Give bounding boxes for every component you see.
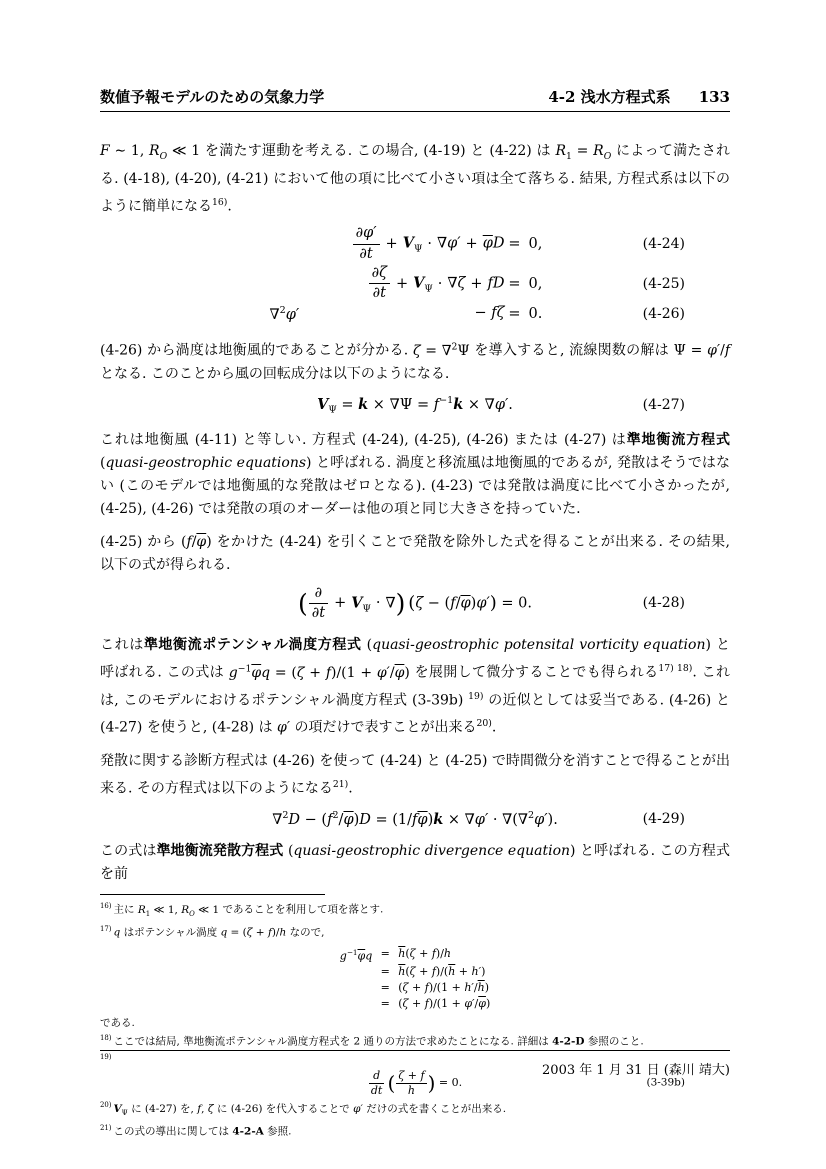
equation-426 (100, 303, 730, 325)
equation-426-lhs-left: ∇$^2$φ′ (269, 305, 300, 324)
footnote-17-text: q はポテンシャル渦度 q = (ζ + f)/h なので, (113, 926, 325, 939)
derivation-relation-4: = (380, 997, 390, 1011)
footnote-21 (100, 1121, 730, 1140)
equation-number-424: (4-24) (642, 236, 685, 253)
footnote-20 (100, 1098, 730, 1121)
equation-number-428: (4-28) (642, 595, 685, 612)
text-column (100, 0, 730, 1139)
header-right (548, 88, 730, 106)
equation-number-3-39b: (3-39b) (646, 1076, 685, 1089)
section-title: 4-2 浅水方程式系 (548, 88, 671, 106)
derivation-relation-3: = (380, 981, 390, 995)
derivation-row-3: $(\zeta + f)/(1 + h'/\overline{h})$ (398, 981, 490, 995)
equation-number-426: (4-26) (642, 306, 685, 323)
footnote-rule (100, 894, 325, 895)
paragraph-1: F ∼ 1, $R_O$ ≪ 1 を満たす運動を考える. この場合, (4-19) と (4-22) は $R_1 = R_O$ によって満たされる. (4-18), (4-20), (4-21) において他の項に比べて小さい項は全て落ちる. 結果, 方程式系は以下のように簡単になる$^{16)}$. (100, 143, 730, 215)
paragraph-3: これは地衡風 (4-11) と等しい. 方程式 (4-24), (4-25), (4-26) または (4-27) は準地衡流方程式 (quasi-geostrophic equations) と呼ばれる. 渦度と移流風は地衡風的であるが, 発散はそうではない (このモデルでは地衡風的な発散はゼロとなる). (4-23) では発散は渦度に比べて小さかったが, (4-25), (4-26) では発散の項のオーダーは他の項と同じ大きさを持っていた. (100, 431, 731, 517)
equation-group-424-426 (100, 224, 730, 325)
book-title: 数値予報モデルのための気象力学 (100, 88, 325, 106)
equation-426-rhs: 0. (528, 306, 543, 323)
equation-number-425: (4-25) (642, 275, 685, 292)
footnote-17-derivation (100, 945, 730, 1013)
equation-425-lhs: $\frac{\partial\zeta}{\partial t}$ + $V_\Psi \cdot \nabla\zeta$ + fD (270, 266, 505, 301)
derivation-row-2: $\overline{h}(\zeta + f)/(\overline{h} + h')$ (398, 965, 486, 979)
footnote-18-marker: 18) (100, 1034, 112, 1043)
equation-425 (100, 264, 730, 303)
footnote-area (100, 894, 730, 1139)
derivation-row-4: $(\zeta + f)/(1 + \varphi'/\overline{\varphi})$ (398, 997, 491, 1011)
equation-424 (100, 224, 730, 263)
equation-428 (100, 583, 730, 624)
equation-429 (100, 807, 730, 831)
footnote-16 (100, 899, 730, 922)
derivation-lhs: $g^{-1}\overline{\varphi}q$ (339, 947, 373, 963)
equation-427-body: $V_\Psi = k \times \nabla\Psi = f^{-1}k \times \nabla\varphi'$. (317, 394, 513, 416)
equation-number-429: (4-29) (642, 810, 685, 827)
footnote-21-text: この式の導出に関しては 4-2-A 参照. (113, 1125, 292, 1138)
paragraph-7: この式は準地衡流発散方程式 (quasi-geostrophic divergence equation) と呼ばれる. この方程式を前 (100, 843, 731, 883)
equation-424-rhs: 0, (528, 236, 543, 253)
equation-424-lhs: $\frac{\partial\varphi'}{\partial t}$ + $V_\Psi \cdot \nabla\varphi' + \overline{\varphi}D$ (270, 226, 505, 261)
paragraph-4: (4-25) から $(f/\overline{\varphi})$ をかけた (4-24) を引くことで発散を除外した式を得ることが出来る. その結果, 以下の式が得られる. (100, 533, 731, 573)
footnote-19-marker: 19) (100, 1052, 112, 1061)
page-number: 133 (698, 88, 730, 106)
footnote-21-marker: 21) (100, 1123, 112, 1132)
paragraph-2: (4-26) から渦度は地衡風的であることが分かる. ζ = ∇$^2$Ψ を導入すると, 流線関数の解は Ψ = φ′/f となる. このことから風の回転成分は以下のようになる. (100, 341, 730, 382)
footer-date: 2003 年 1 月 31 日 (森川 靖大) (542, 1063, 730, 1078)
paragraph-5: これは準地衡流ポテンシャル渦度方程式 (quasi-geostrophic potensital vorticity equation) と呼ばれる. この式は $g^{-1}\overline{\varphi}q = (\zeta + f)/(1 + \varphi'/\overline{\varphi})$ を展開して微分することでも得られる$^{17) 18)}$. これは, このモデルにおけるポテンシャル渦度方程式 (3-39b) $^{19)}$ の近似としては妥当である. (4-26) と (4-27) を使うと, (4-28) は φ′ の項だけで表すことが出来る$^{20)}$. (100, 636, 731, 736)
footnote-18 (100, 1031, 730, 1050)
footnote-20-marker: 20) (100, 1101, 112, 1110)
footnote-16-marker: 16) (100, 902, 112, 911)
equation-425-rhs: 0, (528, 275, 543, 292)
equation-426-lhs (270, 305, 505, 323)
equation-428-body: ( $\frac{\partial}{\partial t}$ + $V_\Psi$ · ∇) $(\zeta - (f/\overline{\varphi})\varphi') = 0$. (297, 584, 532, 621)
footnote-20-text: $V_\Psi$ に (4-27) を, f, ζ に (4-26) を代入することで φ′ だけの式を書くことが出来る. (113, 1102, 507, 1117)
equation-424-relation: = (508, 236, 521, 253)
equation-427 (100, 392, 730, 419)
footnote-18-text: ここでは結局, 準地衡流ポテンシャル渦度方程式を 2 通りの方法で求めたことになる. 詳細は 4-2-D 参照のこと. (113, 1035, 644, 1048)
footnote-17 (100, 922, 730, 941)
equation-429-body: $\nabla^2D - (f^2/\overline{\varphi})D = (1/f\overline{\varphi})k \times \nabla\varphi' \cdot \nabla(\nabla^2\varphi')$. (272, 809, 558, 828)
page-header (100, 88, 730, 112)
footnote-16-text: 主に $R_1$ ≪ 1, $R_O$ ≪ 1 であることを利用して項を落とす. (113, 903, 384, 919)
footnote-17-marker: 17) (100, 925, 112, 934)
derivation-row-1: $\overline{h}(\zeta + f)/h$ (398, 947, 451, 961)
equation-number-427: (4-27) (642, 397, 685, 414)
paragraph-6: 発散に関する診断方程式は (4-26) を使って (4-24) と (4-25) で時間微分を消すことで得ることが出来る. その方程式は以下のようになる$^{21)}$. (100, 752, 730, 797)
derivation-relation-2: = (380, 965, 390, 979)
footnote-17-outro: である. (100, 1017, 135, 1030)
page-footer (100, 1050, 730, 1078)
equation-426-lhs-right: − fζ (474, 305, 505, 322)
derivation-relation-1: = (380, 947, 390, 961)
equation-425-relation: = (508, 275, 521, 292)
equation-3-39b-body: $\frac{d}{dt}$ ( $\frac{\zeta + f}{h}$ ) = 0. (370, 1069, 463, 1097)
equation-426-relation: = (508, 306, 521, 323)
